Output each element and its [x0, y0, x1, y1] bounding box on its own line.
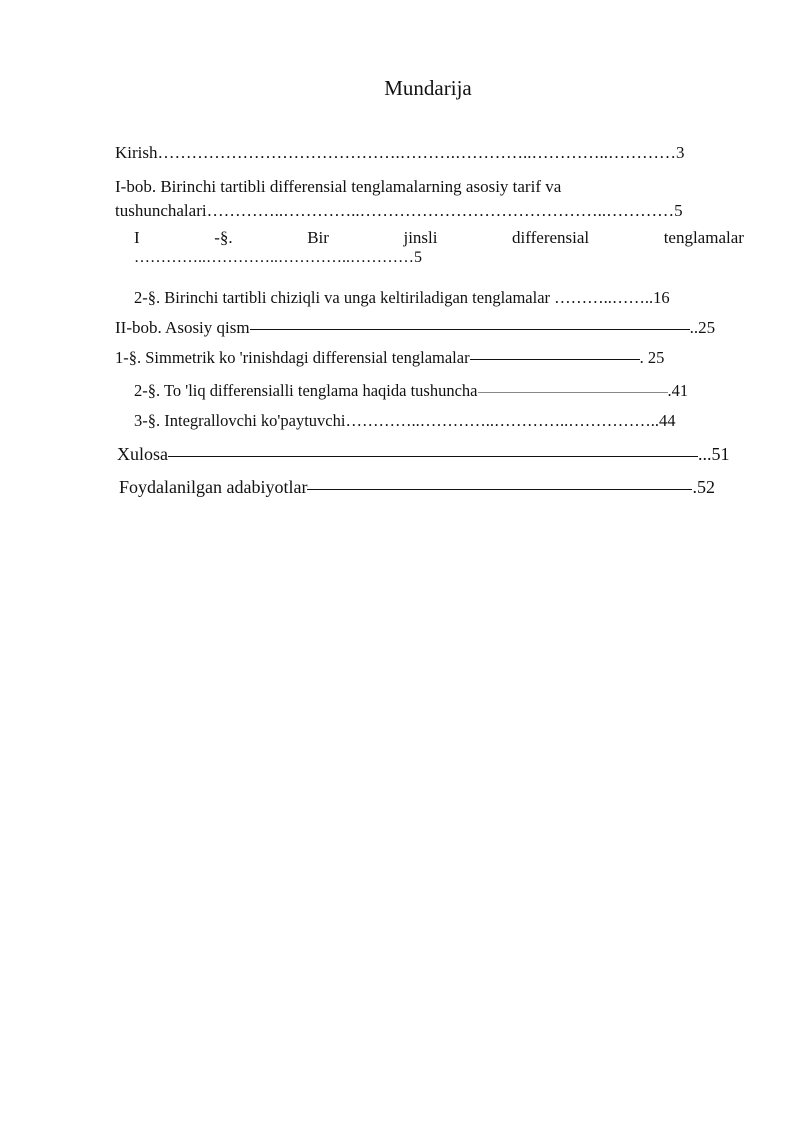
toc-leader-line	[478, 392, 668, 393]
toc-page-number: 5	[674, 201, 683, 220]
toc-leader-dots: …………..…………..…………..…………	[134, 249, 414, 266]
toc-page-number: 44	[658, 411, 676, 430]
toc-entry-bob1-cont[interactable]	[115, 201, 683, 221]
toc-entry-par1-2[interactable]	[134, 288, 670, 308]
toc-trail: ...	[698, 444, 712, 464]
toc-leader-line	[470, 359, 640, 360]
toc-leader-line	[168, 456, 698, 457]
toc-label: II-bob. Asosiy qism	[115, 318, 250, 337]
toc-entry-adabiyotlar[interactable]	[119, 477, 715, 498]
page-title: Mundarija	[384, 76, 472, 100]
toc-word: jinsli	[403, 228, 438, 247]
toc-page-number: 25	[647, 348, 665, 367]
toc-trail: .	[639, 348, 648, 367]
toc-entry-bob1[interactable]	[115, 177, 561, 197]
toc-leader-dots: …………………………………….……….…………..…………..…………	[157, 143, 676, 162]
toc-label: 2-§. Birinchi tartibli chiziqli va unga keltiriladigan tenglamalar	[134, 288, 551, 307]
toc-page-number: 25	[698, 318, 716, 337]
toc-entry-bob2[interactable]	[115, 318, 715, 338]
toc-trail: .	[667, 381, 672, 400]
toc-entry-par2-1[interactable]	[115, 348, 664, 368]
toc-entry-kirish[interactable]	[115, 143, 685, 163]
toc-word: I	[134, 228, 140, 247]
toc-word: Bir	[307, 228, 329, 247]
toc-entry-par2-2[interactable]	[134, 381, 688, 401]
toc-leader-dots: ………..……..	[550, 288, 654, 307]
toc-entry-par2-3[interactable]	[134, 411, 675, 431]
toc-label: Xulosa	[117, 444, 168, 464]
toc-page-number: 51	[711, 444, 730, 464]
toc-trail: .	[692, 477, 697, 497]
toc-word: -§.	[214, 228, 233, 247]
toc-page-number: 5	[414, 249, 422, 266]
toc-label: 3-§. Integrallovchi ko'paytuvchi	[134, 411, 346, 430]
toc-label: I-bob. Birinchi tartibli differensial tenglamalarning asosiy tarif va	[115, 177, 562, 196]
toc-page-number: 16	[653, 288, 670, 307]
toc-word: tenglamalar	[663, 228, 744, 247]
toc-label: Kirish	[115, 143, 158, 162]
toc-label: 2-§. To 'liq differensialli tenglama haqida tushuncha	[134, 381, 478, 400]
toc-leader-line	[307, 489, 692, 490]
toc-leader-line	[250, 329, 690, 330]
toc-entry-xulosa[interactable]	[117, 444, 730, 465]
toc-page-number: 41	[671, 381, 689, 400]
toc-trail: ..	[689, 318, 699, 337]
toc-label: tushunchalari	[115, 201, 207, 220]
toc-leader-dots: …………..…………..…………..……………..	[345, 411, 659, 430]
toc-label: 1-§. Simmetrik ko 'rinishdagi differensial tenglamalar	[115, 348, 470, 367]
toc-page-number: 3	[676, 143, 685, 162]
toc-entry-par1-1[interactable]	[134, 228, 744, 248]
toc-page-number: 52	[696, 477, 715, 497]
toc-word: differensial	[512, 228, 590, 247]
toc-label: Foydalanilgan adabiyotlar	[119, 477, 308, 497]
toc-entry-par1-1-cont[interactable]	[134, 249, 422, 267]
toc-leader-dots: …………..…………..……………………………………..…………	[206, 201, 675, 220]
